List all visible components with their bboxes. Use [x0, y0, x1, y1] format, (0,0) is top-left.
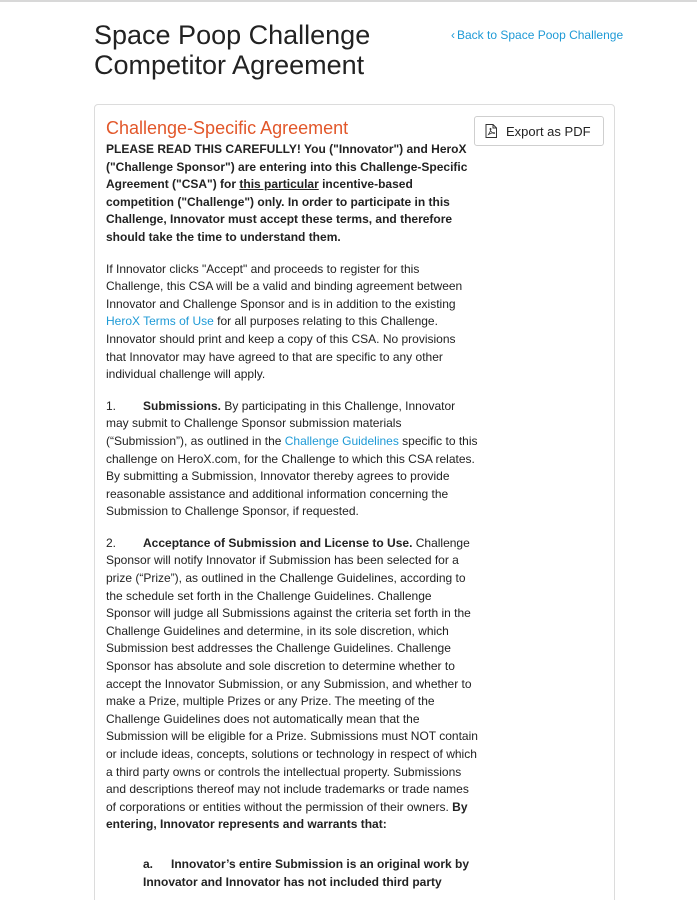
acceptance-text-1: If Innovator clicks "Accept" and proceeds to register for this Challenge, this CSA will be a valid and binding agreement between Innovator and Challenge Sponsor and is in addition to the existing: [106, 261, 463, 311]
section-2-text: Challenge Sponsor will notify Innovator if Submission has been selected for a prize (“Prize”), as outlined in the Challenge Guidelines, according to the schedule set forth in the Challenge Guidelines. Challenge Sponsor will judge all Submissions against the criteria set forth in the Challenge Guidelines and determine, in its sole discretion, which Submission best addresses the Challenge Guidelines. Challenge Sponsor has absolute and sole discretion to determine whether to accept the Innovator Submission, or any Submission, and whether to make a Prize, multiple Prizes or any Prize. The meeting of the Challenge Guidelines does not automatically mean that the Submission will be eligible for a Prize. Submissions must NOT contain or include ideas, concepts, solutions or technology in respect of which a third party owns or controls the intellectual property. Submissions and descriptions thereof may not include trademarks or trade names of corporations or entities without the permission of their owners.: [106, 535, 478, 814]
agreement-panel: [94, 104, 615, 900]
herox-terms-link[interactable]: HeroX Terms of Use: [106, 314, 214, 329]
section-2-warranty-lead: By entering, Innovator represents and warrants that:: [106, 799, 468, 832]
intro-text-2: incentive-based competition ("Challenge") only. In order to participate in this Challenge, Innovator must accept these terms, and therefore should take the time to understand them.: [106, 177, 453, 244]
intro-paragraph: [106, 141, 478, 247]
back-link-label: Back to Space Poop Challenge: [457, 28, 624, 42]
chevron-left-icon: ‹: [451, 28, 455, 42]
intro-text-1: PLEASE READ THIS CAREFULLY! You ("Innovator") and HeroX ("Challenge Sponsor") are entering into this Challenge-Specific Agreement ("CSA") for: [106, 142, 468, 192]
section-1-text-2: specific to this challenge on HeroX.com, for the Challenge to which this CSA relates. By submitting a Submission, Innovator thereby agrees to provide reasonable assistance and additional information concerning the Submission to Challenge Sponsor, if requested.: [106, 433, 478, 519]
back-to-challenge-link[interactable]: [451, 28, 623, 42]
section-2-acceptance: [106, 535, 478, 834]
acceptance-text-2: for all purposes relating to this Challenge. Innovator should print and keep a copy of this CSA. No provisions that Innovator may have agreed to that are specific to any other individual challenge will apply.: [106, 314, 456, 382]
section-1-title: Submissions.: [143, 398, 222, 413]
section-1-number: 1.: [106, 398, 117, 413]
section-1-submissions: [106, 398, 478, 521]
top-divider: [0, 0, 697, 2]
section-2-title: Acceptance of Submission and License to Use.: [143, 535, 413, 550]
section-2a-text: Innovator’s entire Submission is an original work by Innovator and Innovator has not included third party: [143, 856, 470, 889]
page-title: Space Poop Challenge Competitor Agreement: [94, 20, 371, 80]
section-2a-number: a.: [143, 856, 154, 871]
agreement-body: [106, 141, 478, 900]
section-2-number: 2.: [106, 535, 117, 550]
agreement-heading: Challenge-Specific Agreement: [106, 118, 349, 138]
export-pdf-label: Export as PDF: [506, 123, 591, 139]
intro-underline: this particular: [239, 177, 319, 192]
challenge-guidelines-link[interactable]: Challenge Guidelines: [284, 433, 399, 448]
acceptance-paragraph: [106, 261, 478, 384]
section-1-text-1: By participating in this Challenge, Innovator may submit to Challenge Sponsor submission materials (“Submission”), as outlined in the: [106, 398, 456, 448]
section-2a-original-work: [106, 856, 478, 891]
pdf-file-icon: [485, 124, 497, 138]
export-pdf-button[interactable]: [474, 116, 604, 146]
